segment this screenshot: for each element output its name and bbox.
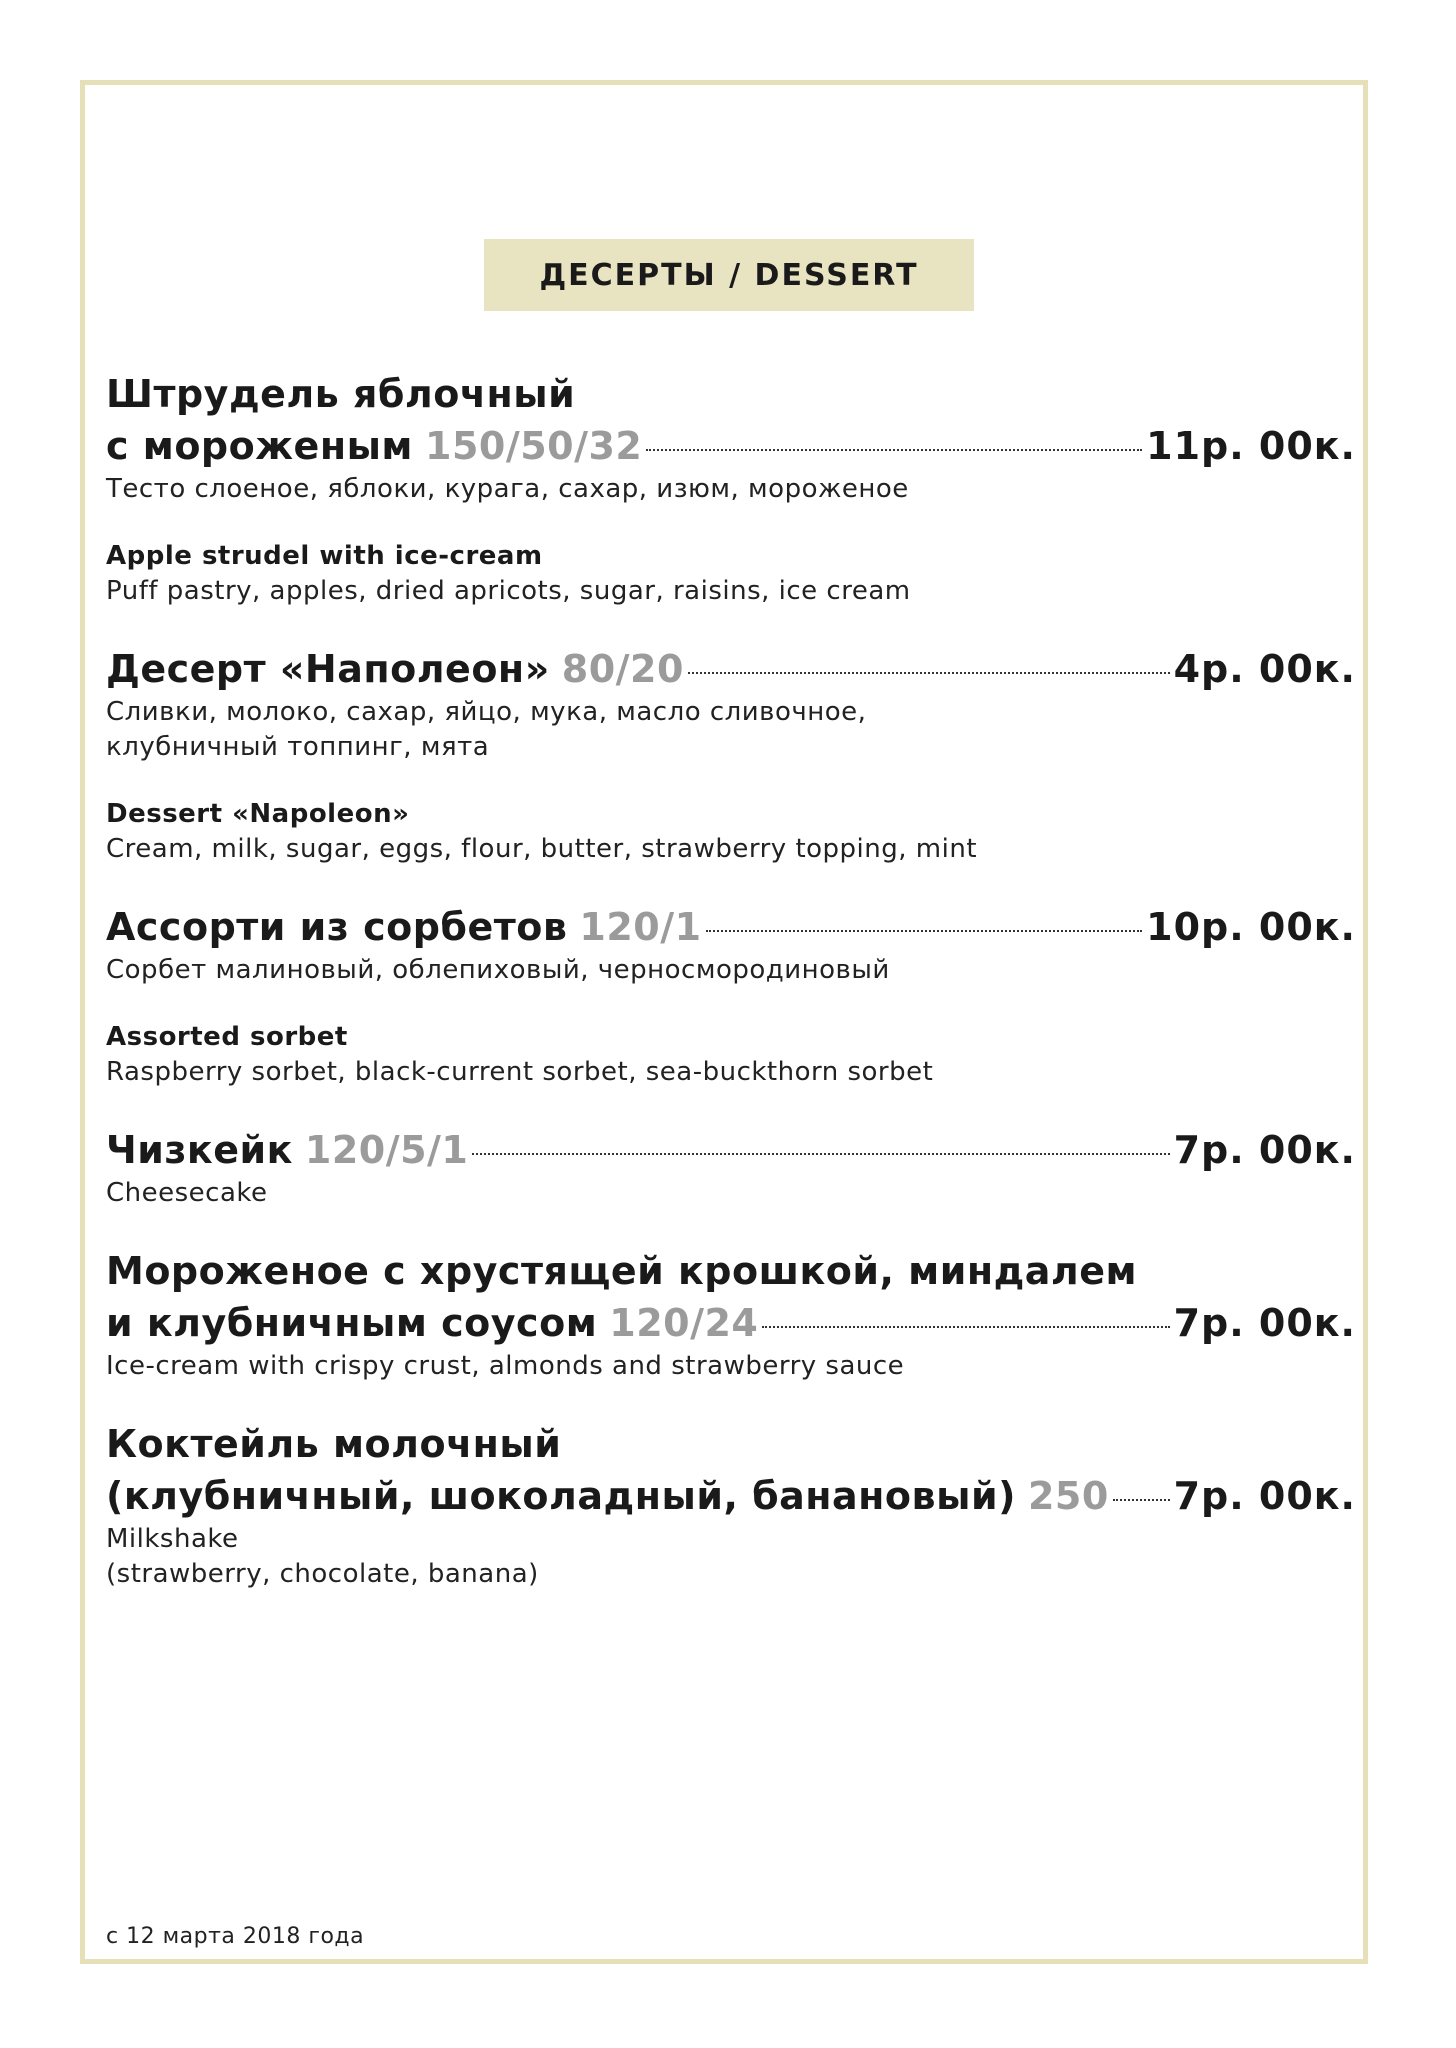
dot-leader xyxy=(688,672,1170,674)
item-title-row xyxy=(106,420,1356,472)
section-title-text: ДЕСЕРТЫ / DESSERT xyxy=(539,257,919,293)
item-name-line1: Коктейль молочный xyxy=(106,1422,562,1466)
item-name-line1: Мороженое с хрустящей крошкой, миндалем xyxy=(106,1249,1138,1293)
item-weight: 80/20 xyxy=(561,647,684,691)
item-description-en: (strawberry, chocolate, banana) xyxy=(106,1559,539,1589)
item-weight: 120/1 xyxy=(579,905,702,949)
item-name: Чизкейк xyxy=(106,1128,293,1172)
item-description-en: Cheesecake xyxy=(106,1178,268,1208)
item-price: 11р. 00к. xyxy=(1146,424,1356,468)
item-weight: 150/50/32 xyxy=(425,424,643,468)
item-name: Десерт «Наполеон» xyxy=(106,647,550,691)
menu-list xyxy=(106,368,1356,1626)
menu-item-sorbet xyxy=(106,901,1356,1090)
item-description-en: Puff pastry, apples, dried apricots, sugar, raisins, ice cream xyxy=(106,576,911,606)
menu-item-cheesecake xyxy=(106,1124,1356,1211)
section-title xyxy=(484,239,974,311)
item-description-ru: Тесто слоеное, яблоки, курага, сахар, изюм, мороженое xyxy=(106,474,909,504)
item-name-line1: Штрудель яблочный xyxy=(106,372,576,416)
menu-item-napoleon xyxy=(106,643,1356,867)
item-name: (клубничный, шоколадный, банановый) xyxy=(106,1474,1016,1518)
item-title-row xyxy=(106,1124,1356,1176)
menu-item-milkshake xyxy=(106,1418,1356,1592)
dot-leader xyxy=(706,930,1143,932)
item-description-ru: Сорбет малиновый, облепиховый, черносмородиновый xyxy=(106,955,890,985)
item-name: и клубничным соусом xyxy=(106,1301,598,1345)
item-price: 7р. 00к. xyxy=(1173,1301,1356,1345)
item-title-row xyxy=(106,901,1356,953)
item-description-en: Raspberry sorbet, black-current sorbet, sea-buckthorn sorbet xyxy=(106,1057,934,1087)
item-weight: 120/24 xyxy=(609,1301,759,1345)
item-name-en: Dessert «Napoleon» xyxy=(106,799,410,829)
effective-date-note: с 12 марта 2018 года xyxy=(106,1924,365,1949)
item-description-en: Ice-cream with crispy crust, almonds and strawberry sauce xyxy=(106,1351,905,1381)
item-weight: 120/5/1 xyxy=(304,1128,469,1172)
item-name-en: Apple strudel with ice-cream xyxy=(106,541,543,571)
item-name-en: Assorted sorbet xyxy=(106,1022,348,1052)
item-description-ru: Сливки, молоко, сахар, яйцо, мука, масло сливочное, xyxy=(106,697,867,727)
item-description-ru: клубничный топпинг, мята xyxy=(106,732,490,762)
item-price: 7р. 00к. xyxy=(1173,1128,1356,1172)
item-description-en: Milkshake xyxy=(106,1524,239,1554)
item-description-en: Cream, milk, sugar, eggs, flour, butter, strawberry topping, mint xyxy=(106,834,978,864)
item-name: с мороженым xyxy=(106,424,413,468)
dot-leader xyxy=(472,1153,1169,1155)
item-title-row xyxy=(106,1297,1356,1349)
item-price: 10р. 00к. xyxy=(1146,905,1356,949)
menu-item-strudel xyxy=(106,368,1356,609)
item-title-row xyxy=(106,1470,1356,1522)
dot-leader xyxy=(646,449,1142,451)
dot-leader xyxy=(762,1326,1169,1328)
item-title-row xyxy=(106,643,1356,695)
item-weight: 250 xyxy=(1027,1474,1109,1518)
item-price: 4р. 00к. xyxy=(1173,647,1356,691)
item-price: 7р. 00к. xyxy=(1173,1474,1356,1518)
item-name: Ассорти из сорбетов xyxy=(106,905,568,949)
menu-item-ice-cream xyxy=(106,1245,1356,1384)
dot-leader xyxy=(1113,1499,1170,1501)
